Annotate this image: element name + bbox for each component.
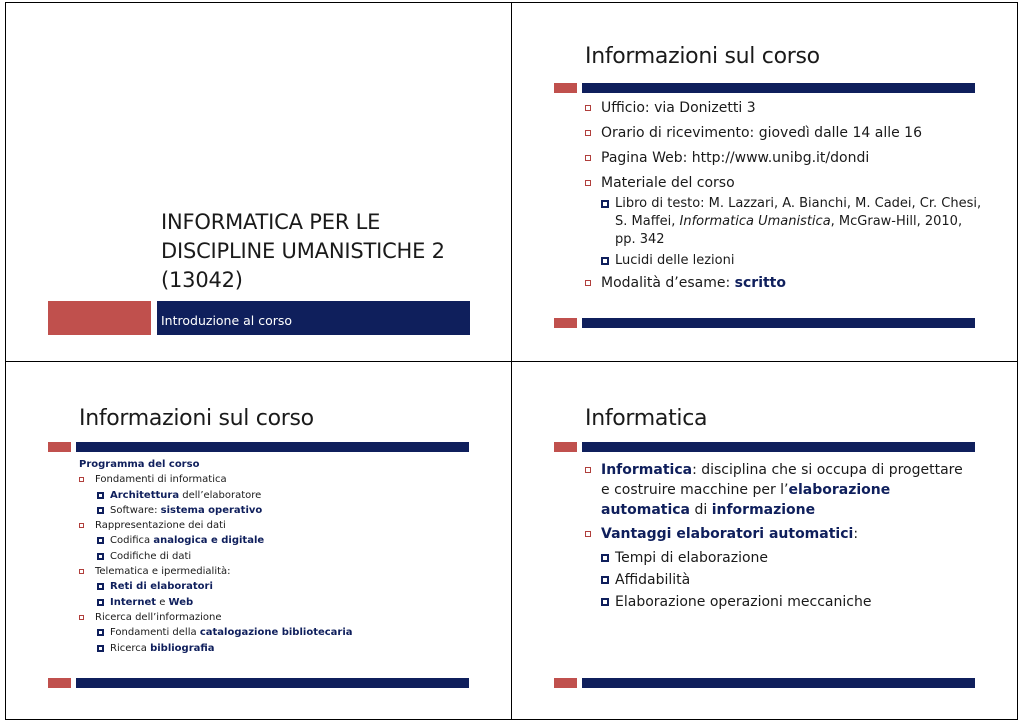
topic: Fondamenti di informatica [79, 472, 489, 487]
sublist [601, 195, 985, 270]
slide-4 [512, 362, 1017, 720]
red-footer-bar [554, 318, 577, 328]
slide-title: Informazioni sul corso [79, 406, 314, 431]
term: Informatica [601, 462, 693, 478]
list-item-advantages [585, 524, 965, 544]
navy-footer-bar [582, 678, 975, 688]
subtopics [97, 625, 489, 656]
course-title-line-1: INFORMATICA PER LE [161, 210, 381, 234]
subtopic [97, 641, 489, 656]
red-footer-bar [554, 678, 577, 688]
subtopic-bold: sistema operativo [160, 504, 263, 516]
subtopic-bold: Reti di elaboratori [110, 581, 213, 593]
list-item: Ufficio: via Donizetti 3 [585, 99, 985, 117]
subtopic-text: e [156, 596, 169, 608]
slide-3 [6, 362, 511, 720]
title-underline-bar [582, 83, 975, 93]
slide-title: Informatica [585, 406, 708, 431]
book-text: Libro di testo: M. Lazzari, A. Bianchi, M. Cadei, Cr. Chesi, S. Maffei, [615, 196, 982, 229]
subtopic-text: Software: [110, 504, 161, 516]
navy-footer-bar [582, 318, 975, 328]
subtopic [97, 533, 489, 548]
course-title-line-2: DISCIPLINE UMANISTICHE 2 [161, 239, 445, 263]
list-item-definition [585, 460, 965, 520]
red-accent-bar [554, 83, 577, 93]
subtopic-text: Codifica [110, 535, 154, 547]
subtopic [97, 503, 489, 518]
navy-footer-bar [76, 678, 469, 688]
advantage-item: Tempi di elaborazione [601, 548, 965, 568]
term: elaborazione automatica [601, 482, 891, 518]
list-item: Orario di ricevimento: giovedì dalle 14 alle 16 [585, 124, 985, 142]
definition-text: di [690, 502, 712, 518]
slide-title: Informazioni sul corso [585, 44, 820, 69]
subtopic [97, 579, 489, 594]
colon: : [853, 526, 859, 542]
course-title-line-3: (13042) [161, 268, 243, 292]
subtopic: Codifiche di dati [97, 549, 489, 564]
subtopics [97, 579, 489, 610]
advantages-sublist [601, 548, 965, 612]
subtopics [97, 533, 489, 564]
subtopic-bold: catalogazione bibliotecaria [199, 627, 353, 639]
list-item: Materiale del corso [585, 174, 985, 192]
subtopic [97, 488, 489, 503]
subtopic-bold: bibliografia [150, 642, 215, 654]
subtopic-bold: Internet [110, 596, 157, 608]
subtopics [97, 488, 489, 519]
title-underline-bar [76, 442, 469, 452]
topic: Telematica e ipermedialità: [79, 564, 489, 579]
red-accent-bar [48, 301, 151, 335]
list-item: Pagina Web: http://www.unibg.it/dondi [585, 149, 985, 167]
red-accent-bar [554, 442, 577, 452]
subtopic-text: dell’elaboratore [179, 489, 262, 501]
subtopic-text: Ricerca [110, 642, 151, 654]
info-list [585, 99, 985, 299]
exam-mode: scritto [734, 275, 786, 291]
course-title [161, 208, 481, 295]
book-title: Informatica Umanistica [679, 214, 831, 229]
advantage-item: Elaborazione operazioni meccaniche [601, 592, 965, 612]
subtitle: Introduzione al corso [161, 313, 293, 328]
informatica-list [585, 460, 965, 614]
term: informazione [711, 502, 816, 518]
topic: Ricerca dell’informazione [79, 610, 489, 625]
exam-label: Modalità d’esame: [601, 275, 735, 291]
subtopic-bold: Web [168, 596, 194, 608]
sublist-item-lucidi: Lucidi delle lezioni [601, 252, 985, 270]
subtopic [97, 595, 489, 610]
topic: Rappresentazione dei dati [79, 518, 489, 533]
list-item-exam [585, 274, 985, 292]
term: Vantaggi elaboratori automatici [601, 526, 854, 542]
slide-1 [6, 3, 511, 361]
program-heading: Programma del corso [79, 459, 200, 470]
title-underline-bar [582, 442, 975, 452]
book-publisher: , McGraw-Hill, 2010, pp. 342 [615, 214, 963, 247]
subtopic [97, 625, 489, 640]
red-accent-bar [48, 442, 71, 452]
advantage-item: Affidabilità [601, 570, 965, 590]
subtopic-bold: Architettura [110, 489, 180, 501]
program-list [79, 457, 489, 656]
definition-text: : disciplina che si occupa di progettare e costruire macchine per l’ [601, 462, 963, 498]
red-footer-bar [48, 678, 71, 688]
sublist-item-book [601, 195, 985, 249]
subtopic-text: Fondamenti della [110, 627, 200, 639]
slide-2 [512, 3, 1017, 361]
subtopic-bold: analogica e digitale [153, 535, 265, 547]
